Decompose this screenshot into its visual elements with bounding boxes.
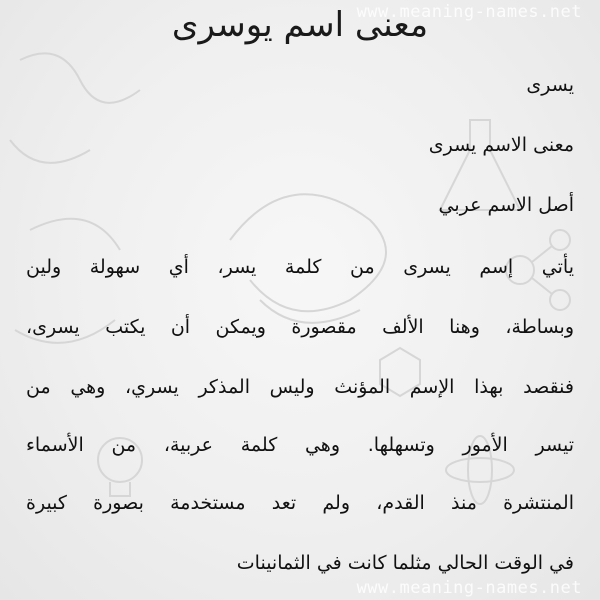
description-line: في الوقت الحالي مثلما كانت في الثمانينات — [236, 552, 574, 574]
description-line: وبساطة، وهنا الألف مقصورة ويمكن أن يكتب يسرى، — [26, 316, 574, 338]
name-field: يسرى — [526, 74, 574, 96]
name-origin-field: أصل الاسم عربي — [438, 194, 574, 216]
description-line: المنتشرة منذ القدم، ولم تعد مستخدمة بصورة كبيرة — [26, 492, 574, 514]
description-line: فنقصد بهذا الإسم المؤنث وليس المذكر يسري، وهي من — [26, 376, 574, 398]
watermark-bottom: www.meaning-names.net — [356, 578, 582, 598]
page-title: معنى اسم يوسرى — [171, 5, 429, 45]
description-line: يأتي إسم يسرى من كلمة يسر، أي سهولة ولين — [26, 256, 574, 278]
watermark-top: www.meaning-names.net — [356, 2, 582, 22]
description-line: تيسر الأمور وتسهلها. وهي كلمة عربية، من الأسماء — [26, 434, 574, 456]
name-meaning-field: معنى الاسم يسرى — [428, 134, 574, 156]
